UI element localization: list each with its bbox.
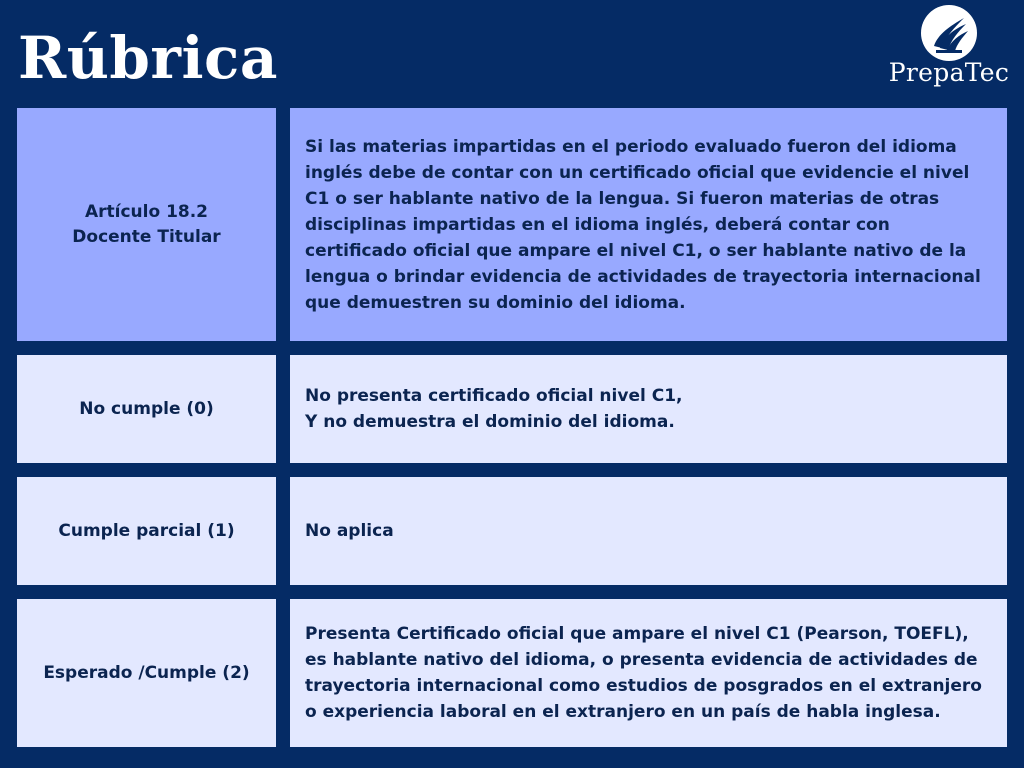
cumple-parcial-description: No aplica — [290, 477, 1007, 585]
esperado-label: Esperado /Cumple (2) — [17, 599, 276, 747]
no-cumple-line1: No presenta certificado oficial nivel C1, — [305, 386, 683, 406]
rubric-row-esperado — [17, 599, 1007, 747]
flame-torch-icon — [920, 4, 978, 62]
article-role: Docente Titular — [72, 226, 221, 247]
article-number: Artículo 18.2 — [84, 201, 209, 222]
no-cumple-line2: Y no demuestra el dominio del idioma. — [305, 412, 675, 432]
article-description: Si las materias impartidas en el periodo evaluado fueron del idioma inglés debe de contar con un certificado oficial que evidencie el nivel C1 o ser hablante nativo de la lengua. Si fueron materias de otras disciplinas impartidas en el idioma inglés, deberá contar con certificado oficial que ampare el nivel C1, o ser hablante nativo de la lengua o brindar evidencia de actividades de trayectoria internacional que demuestren su dominio del idioma. — [290, 108, 1007, 341]
rubric-row-cumple-parcial — [17, 477, 1007, 585]
page-title: Rúbrica — [18, 24, 278, 92]
cumple-parcial-label: Cumple parcial (1) — [17, 477, 276, 585]
prepatec-logo — [880, 4, 1020, 96]
logo-text: PrepaTec — [888, 58, 1010, 87]
rubric-row-no-cumple — [17, 355, 1007, 463]
no-cumple-description — [290, 355, 1007, 463]
no-cumple-label: No cumple (0) — [17, 355, 276, 463]
rubric-row-article — [17, 108, 1007, 341]
esperado-description: Presenta Certificado oficial que ampare el nivel C1 (Pearson, TOEFL), es hablante nativo del idioma, o presenta evidencia de actividades de trayectoria internacional como estudios de posgrados en el extranjero o experiencia laboral en el extranjero en un país de habla inglesa. — [290, 599, 1007, 747]
article-label-cell — [17, 108, 276, 341]
